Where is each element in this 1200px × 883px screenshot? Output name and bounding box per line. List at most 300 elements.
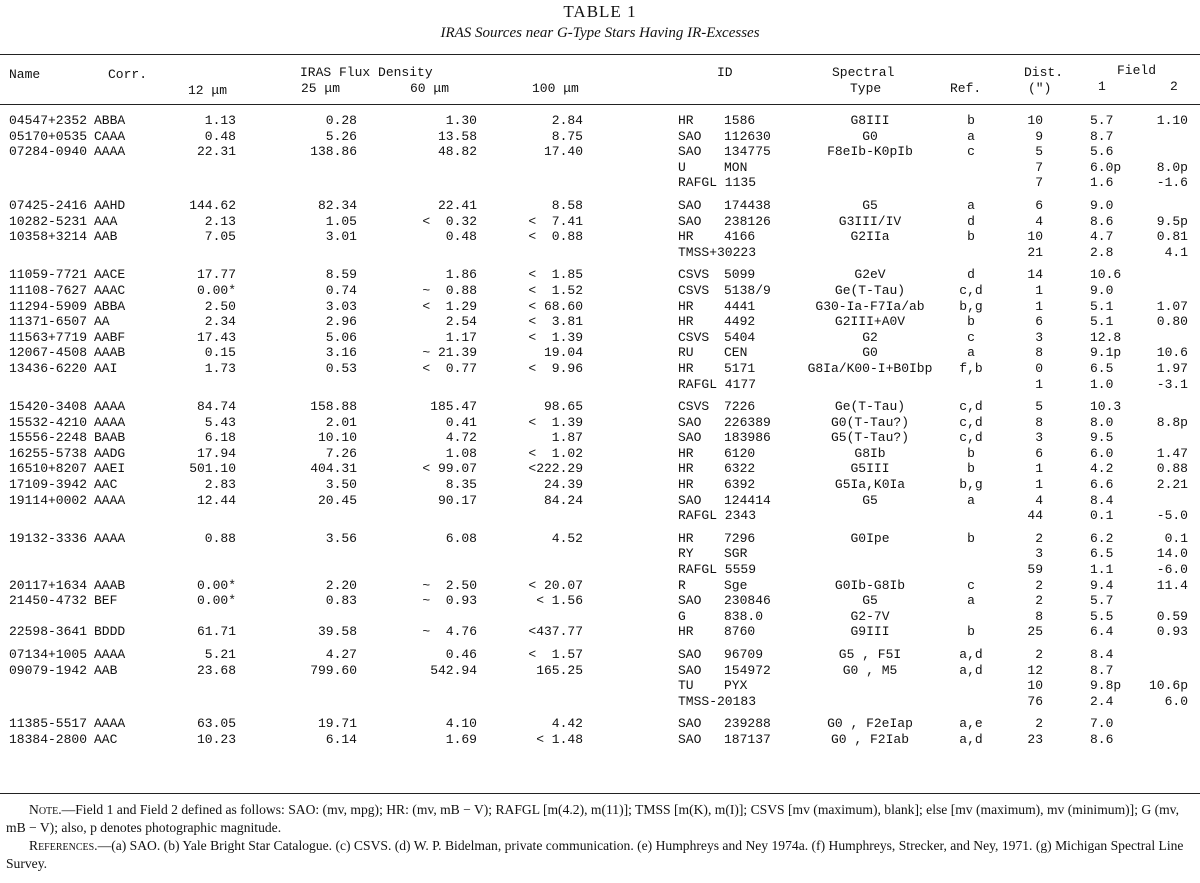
table-row — [0, 647, 1200, 663]
cell-cat: RU — [678, 345, 694, 361]
cell-f12: 2.34 — [204, 314, 236, 330]
cell-fld1: 9.8p — [1090, 678, 1122, 694]
cell-fld2: 0.81 — [1156, 229, 1188, 245]
cell-f12: 2.83 — [204, 477, 236, 493]
table-row — [0, 330, 1200, 346]
cell-f25: 5.06 — [325, 329, 357, 345]
table-body — [0, 113, 1200, 748]
cell-f60: < 1.29 — [422, 298, 477, 314]
cell-sp: G0 — [862, 128, 878, 144]
cell-cat: RAFGL 5559 — [678, 562, 757, 578]
cell-name: 11563+7719 — [9, 329, 88, 345]
header-dist-unit: (") — [1028, 81, 1052, 96]
table-row — [0, 508, 1200, 524]
cell-dist: 4 — [1035, 492, 1043, 508]
cell-f25: 7.26 — [325, 445, 357, 461]
table-row — [0, 160, 1200, 176]
cell-f12: 7.05 — [204, 229, 236, 245]
cell-name: 19132-3336 — [9, 530, 88, 546]
table-row — [0, 531, 1200, 547]
cell-sp: G8III — [850, 113, 890, 128]
cell-sp: G2eV — [854, 267, 886, 283]
cell-name: 07425-2416 — [9, 197, 88, 213]
cell-name: 13436-6220 — [9, 360, 88, 376]
cell-fld1: 1.6 — [1090, 175, 1114, 191]
cell-corr: AAB — [94, 229, 118, 245]
cell-ref: a,d — [959, 647, 983, 662]
cell-f100: 2.84 — [551, 113, 583, 128]
cell-cat: CSVS — [678, 282, 710, 298]
cell-cat: HR — [678, 461, 694, 477]
cell-f100: <222.29 — [528, 461, 583, 477]
cell-f60: < 0.32 — [422, 213, 477, 229]
cell-ref: a — [967, 492, 975, 508]
cell-f12: 6.18 — [204, 430, 236, 446]
cell-dist: 76 — [1027, 693, 1043, 709]
cell-ref: a,e — [959, 716, 983, 732]
header-dist: Dist. — [1024, 65, 1064, 80]
table-row — [0, 678, 1200, 694]
cell-num: 838.0 — [724, 608, 764, 624]
cell-ref: a — [967, 593, 975, 609]
table-row — [0, 129, 1200, 145]
cell-ref: c — [967, 329, 975, 345]
cell-fld2: 0.93 — [1156, 624, 1188, 640]
header-id: ID — [717, 65, 733, 80]
cell-f100: < 1.56 — [536, 593, 583, 609]
cell-num: 112630 — [724, 128, 771, 144]
cell-sp: G0 — [862, 345, 878, 361]
cell-f60: 13.58 — [437, 128, 477, 144]
cell-ref: c,d — [959, 414, 983, 430]
cell-fld1: 10.6 — [1090, 267, 1122, 283]
cell-dist: 9 — [1035, 128, 1043, 144]
cell-cat: CSVS — [678, 399, 710, 415]
cell-cat: RAFGL 4177 — [678, 376, 757, 392]
table-row — [0, 399, 1200, 415]
cell-f25: 10.10 — [317, 430, 357, 446]
header-25um: 25 μm — [301, 81, 341, 96]
table-row — [0, 694, 1200, 710]
cell-ref: a,d — [959, 731, 983, 747]
cell-fld1: 5.7 — [1090, 593, 1114, 609]
cell-sp: G0Ipe — [850, 530, 890, 546]
cell-corr: AACE — [94, 267, 126, 283]
cell-fld1: 5.7 — [1090, 113, 1114, 128]
table-row — [0, 214, 1200, 230]
cell-f60: 2.54 — [445, 314, 477, 330]
cell-f100: 1.87 — [551, 430, 583, 446]
cell-corr: AAAB — [94, 577, 126, 593]
cell-ref: b — [967, 461, 975, 477]
cell-f100: 17.40 — [543, 144, 583, 160]
cell-f25: 0.28 — [325, 113, 357, 128]
cell-f25: 158.88 — [310, 399, 357, 415]
cell-sp: G3III/IV — [838, 213, 902, 229]
cell-fld1: 5.6 — [1090, 144, 1114, 160]
table-row — [0, 229, 1200, 245]
cell-fld2: 8.8p — [1156, 414, 1188, 430]
cell-f25: 0.53 — [325, 360, 357, 376]
cell-f100: < 3.81 — [528, 314, 583, 330]
cell-dist: 1 — [1035, 282, 1043, 298]
cell-f25: 39.58 — [317, 624, 357, 640]
cell-name: 16255-5738 — [9, 445, 88, 461]
table-row — [0, 377, 1200, 393]
cell-cat: CSVS — [678, 329, 710, 345]
cell-f100: < 1.48 — [536, 731, 583, 747]
cell-f25: 6.14 — [325, 731, 357, 747]
cell-dist: 44 — [1027, 508, 1043, 524]
cell-num: 6322 — [724, 461, 756, 477]
cell-num: SGR — [724, 546, 748, 562]
cell-corr: AAC — [94, 731, 118, 747]
table-title: IRAS Sources near G-Type Stars Having IR-Excesses — [440, 25, 760, 41]
cell-num: PYX — [724, 678, 748, 694]
note-text: Field 1 and Field 2 defined as follows: SAO: (mv, mpg); HR: (mv, mB − V); RAFGL [m(4.2), m(11)]; TMSS [m(K), m(I)]; CSVS [mv (maximum), blank]; else [mv (maximum), mv (minimum)]; G (mv, mB − V); also, p denotes photographic magnitude. — [6, 802, 1179, 835]
cell-f12: 17.43 — [196, 329, 236, 345]
cell-fld1: 6.0 — [1090, 445, 1114, 461]
cell-dist: 21 — [1027, 244, 1043, 260]
cell-name: 22598-3641 — [9, 624, 88, 640]
cell-dist: 14 — [1027, 267, 1043, 283]
cell-dist: 6 — [1035, 445, 1043, 461]
cell-cat: HR — [678, 360, 694, 376]
cell-fld2: 0.59 — [1156, 608, 1188, 624]
cell-name: 19114+0002 — [9, 492, 88, 508]
cell-fld2: 0.1 — [1164, 530, 1188, 546]
cell-corr: BEF — [94, 593, 118, 609]
cell-f100: 84.24 — [543, 492, 583, 508]
cell-ref: c — [967, 577, 975, 593]
cell-num: Sge — [724, 577, 748, 593]
cell-f12: 5.21 — [204, 647, 236, 662]
cell-dist: 3 — [1035, 546, 1043, 562]
header-field-1: 1 — [1098, 79, 1106, 94]
cell-name: 10358+3214 — [9, 229, 88, 245]
cell-f60: ~ 2.50 — [422, 577, 477, 593]
cell-corr: AAB — [94, 662, 118, 678]
cell-dist: 1 — [1035, 461, 1043, 477]
table-row — [0, 113, 1200, 129]
cell-fld1: 6.6 — [1090, 477, 1114, 493]
cell-dist: 23 — [1027, 731, 1043, 747]
cell-num: 8760 — [724, 624, 756, 640]
cell-num: 124414 — [724, 492, 771, 508]
cell-num: 226389 — [724, 414, 771, 430]
cell-ref: b — [967, 314, 975, 330]
header-rule — [0, 104, 1200, 105]
cell-f60: 185.47 — [430, 399, 477, 415]
references-label: References.— — [29, 838, 112, 853]
cell-f60: 0.48 — [445, 229, 477, 245]
cell-fld1: 9.0 — [1090, 197, 1114, 213]
cell-corr: AAAA — [94, 144, 126, 160]
cell-fld2: 10.6p — [1148, 678, 1188, 694]
cell-corr: AABF — [94, 329, 126, 345]
cell-fld1: 4.2 — [1090, 461, 1114, 477]
cell-f100: < 1.39 — [528, 329, 583, 345]
cell-f60: < 0.77 — [422, 360, 477, 376]
cell-cat: TMSS+30223 — [678, 244, 757, 260]
cell-dist: 4 — [1035, 213, 1043, 229]
cell-dist: 8 — [1035, 414, 1043, 430]
cell-corr: AAAA — [94, 414, 126, 430]
cell-f12: 22.31 — [196, 144, 236, 160]
cell-name: 05170+0535 — [9, 128, 88, 144]
cell-sp: G5 — [862, 197, 878, 213]
cell-f60: 1.08 — [445, 445, 477, 461]
cell-sp: G0 , F2eIap — [827, 716, 913, 732]
cell-f25: 3.56 — [325, 530, 357, 546]
cell-num: 174438 — [724, 197, 771, 213]
top-rule — [0, 54, 1200, 55]
cell-corr: AAAA — [94, 647, 126, 662]
cell-num: 96709 — [724, 647, 764, 662]
cell-fld2: -5.0 — [1156, 508, 1188, 524]
cell-cat: RAFGL 2343 — [678, 508, 757, 524]
cell-num: 154972 — [724, 662, 771, 678]
cell-fld2: -6.0 — [1156, 562, 1188, 578]
cell-num: 7226 — [724, 399, 756, 415]
cell-fld2: 0.88 — [1156, 461, 1188, 477]
cell-f12: 144.62 — [189, 197, 236, 213]
cell-dist: 3 — [1035, 430, 1043, 446]
cell-dist: 2 — [1035, 716, 1043, 732]
cell-cat: SAO — [678, 662, 702, 678]
cell-fld2: 6.0 — [1164, 693, 1188, 709]
cell-ref: b,g — [959, 477, 983, 493]
cell-num: 238126 — [724, 213, 771, 229]
cell-cat: R — [678, 577, 686, 593]
cell-corr: AAHD — [94, 197, 126, 213]
cell-cat: SAO — [678, 213, 702, 229]
cell-name: 11385-5517 — [9, 716, 88, 732]
cell-dist: 1 — [1035, 477, 1043, 493]
cell-fld1: 5.1 — [1090, 298, 1114, 314]
cell-cat: G — [678, 608, 686, 624]
cell-f25: 138.86 — [310, 144, 357, 160]
cell-num: 183986 — [724, 430, 771, 446]
header-corr: Corr. — [108, 67, 148, 82]
cell-name: 11059-7721 — [9, 267, 88, 283]
cell-corr: AADG — [94, 445, 126, 461]
cell-f12: 17.94 — [196, 445, 236, 461]
cell-sp: G2 — [862, 329, 878, 345]
cell-dist: 2 — [1035, 647, 1043, 662]
cell-num: 6392 — [724, 477, 756, 493]
cell-f12: 61.71 — [196, 624, 236, 640]
cell-cat: SAO — [678, 414, 702, 430]
cell-num: CEN — [724, 345, 748, 361]
cell-f25: 3.03 — [325, 298, 357, 314]
cell-f25: 3.50 — [325, 477, 357, 493]
cell-cat: RAFGL 1135 — [678, 175, 757, 191]
cell-sp: G30-Ia-F7Ia/ab — [815, 298, 925, 314]
table-row — [0, 430, 1200, 446]
cell-corr: BDDD — [94, 624, 126, 640]
cell-cat: HR — [678, 298, 694, 314]
cell-ref: c,d — [959, 399, 983, 415]
cell-name: 07284-0940 — [9, 144, 88, 160]
cell-num: 5404 — [724, 329, 756, 345]
table-row — [0, 299, 1200, 315]
cell-cat: SAO — [678, 128, 702, 144]
cell-fld1: 6.0p — [1090, 159, 1122, 175]
table-row — [0, 267, 1200, 283]
cell-corr: AAAC — [94, 282, 126, 298]
cell-corr: CAAA — [94, 128, 126, 144]
cell-name: 17109-3942 — [9, 477, 88, 493]
cell-ref: b — [967, 113, 975, 128]
cell-fld1: 12.8 — [1090, 329, 1122, 345]
cell-f60: < 99.07 — [422, 461, 477, 477]
cell-corr: AAI — [94, 360, 118, 376]
cell-fld1: 8.0 — [1090, 414, 1114, 430]
cell-f25: 19.71 — [317, 716, 357, 732]
cell-f25: 799.60 — [310, 662, 357, 678]
table-row — [0, 578, 1200, 594]
cell-fld2: 1.07 — [1156, 298, 1188, 314]
cell-dist: 2 — [1035, 593, 1043, 609]
header-field-2: 2 — [1170, 79, 1178, 94]
cell-sp: G0Ib-G8Ib — [834, 577, 906, 593]
cell-f100: < 20.07 — [528, 577, 583, 593]
header-ref: Ref. — [950, 81, 982, 96]
cell-dist: 2 — [1035, 530, 1043, 546]
table-row — [0, 624, 1200, 640]
table-row — [0, 245, 1200, 261]
cell-fld1: 6.2 — [1090, 530, 1114, 546]
note-label: Note.— — [29, 802, 76, 817]
cell-fld1: 5.1 — [1090, 314, 1114, 330]
cell-f100: < 1.85 — [528, 267, 583, 283]
cell-ref: a — [967, 128, 975, 144]
cell-f60: ~ 21.39 — [422, 345, 477, 361]
cell-f60: ~ 0.93 — [422, 593, 477, 609]
cell-f60: 1.69 — [445, 731, 477, 747]
cell-dist: 3 — [1035, 329, 1043, 345]
cell-name: 21450-4732 — [9, 593, 88, 609]
cell-fld2: -3.1 — [1156, 376, 1188, 392]
cell-ref: b — [967, 445, 975, 461]
cell-f12: 0.48 — [204, 128, 236, 144]
cell-corr: AAAA — [94, 492, 126, 508]
cell-corr: ABBA — [94, 113, 126, 128]
cell-fld1: 2.4 — [1090, 693, 1114, 709]
references-text: (a) SAO. (b) Yale Bright Star Catalogue. (c) CSVS. (d) W. P. Bidelman, private communication. (e) Humphreys and Ney 1974a. (f) Humphreys, Strecker, and Ney, 1971. (g) Michigan Spectral Line Survey. — [6, 838, 1184, 871]
cell-fld2: 1.97 — [1156, 360, 1188, 376]
cell-cat: SAO — [678, 716, 702, 732]
cell-dist: 7 — [1035, 175, 1043, 191]
cell-cat: CSVS — [678, 267, 710, 283]
cell-f60: 1.17 — [445, 329, 477, 345]
cell-sp: G0(T-Tau?) — [830, 414, 909, 430]
cell-fld1: 8.6 — [1090, 213, 1114, 229]
cell-f100: 4.52 — [551, 530, 583, 546]
table-row — [0, 198, 1200, 214]
cell-sp: G2IIa — [850, 229, 890, 245]
cell-fld1: 6.5 — [1090, 546, 1114, 562]
table-row — [0, 562, 1200, 578]
cell-fld1: 7.0 — [1090, 716, 1114, 732]
cell-f25: 20.45 — [317, 492, 357, 508]
cell-fld1: 10.3 — [1090, 399, 1122, 415]
cell-num: 187137 — [724, 731, 771, 747]
cell-dist: 59 — [1027, 562, 1043, 578]
cell-corr: AA — [94, 314, 110, 330]
cell-name: 11371-6507 — [9, 314, 88, 330]
cell-f60: 4.72 — [445, 430, 477, 446]
cell-fld1: 8.4 — [1090, 492, 1114, 508]
table-number: TABLE 1 — [563, 2, 637, 21]
cell-num: 5138/9 — [724, 282, 771, 298]
table-row — [0, 609, 1200, 625]
cell-sp: G2-7V — [850, 608, 890, 624]
cell-fld1: 5.5 — [1090, 608, 1114, 624]
cell-cat: SAO — [678, 647, 702, 662]
cell-f60: 22.41 — [437, 197, 477, 213]
cell-ref: a,d — [959, 662, 983, 678]
cell-fld2: 10.6 — [1156, 345, 1188, 361]
cell-fld2: -1.6 — [1156, 175, 1188, 191]
cell-f100: 98.65 — [543, 399, 583, 415]
cell-fld1: 6.5 — [1090, 360, 1114, 376]
cell-sp: G0 , M5 — [842, 662, 898, 678]
cell-f60: 48.82 — [437, 144, 477, 160]
cell-cat: HR — [678, 624, 694, 640]
cell-f25: 2.96 — [325, 314, 357, 330]
cell-corr: AAA — [94, 213, 118, 229]
cell-f25: 1.05 — [325, 213, 357, 229]
cell-corr: AAC — [94, 477, 118, 493]
cell-f25: 3.16 — [325, 345, 357, 361]
cell-dist: 10 — [1027, 678, 1043, 694]
header-12um: 12 μm — [188, 83, 228, 98]
cell-fld1: 1.1 — [1090, 562, 1114, 578]
cell-fld2: 2.21 — [1156, 477, 1188, 493]
cell-ref: b — [967, 229, 975, 245]
cell-f60: 1.30 — [445, 113, 477, 128]
cell-f100: 24.39 — [543, 477, 583, 493]
table-header — [0, 63, 1200, 105]
cell-dist: 5 — [1035, 399, 1043, 415]
cell-f100: 165.25 — [536, 662, 583, 678]
table-row — [0, 546, 1200, 562]
cell-sp: G5(T-Tau?) — [830, 430, 909, 446]
bottom-rule — [0, 793, 1200, 794]
cell-fld1: 8.7 — [1090, 128, 1114, 144]
cell-f100: < 7.41 — [528, 213, 583, 229]
cell-num: 134775 — [724, 144, 771, 160]
cell-f12: 63.05 — [196, 716, 236, 732]
cell-cat: RY — [678, 546, 694, 562]
header-flux-group: IRAS Flux Density — [300, 65, 433, 80]
cell-dist: 12 — [1027, 662, 1043, 678]
cell-dist: 25 — [1027, 624, 1043, 640]
table-row — [0, 361, 1200, 377]
cell-sp: G0 , F2Iab — [830, 731, 909, 747]
cell-name: 12067-4508 — [9, 345, 88, 361]
cell-dist: 8 — [1035, 608, 1043, 624]
cell-cat: HR — [678, 477, 694, 493]
cell-num: 5171 — [724, 360, 756, 376]
cell-dist: 6 — [1035, 314, 1043, 330]
cell-name: 09079-1942 — [9, 662, 88, 678]
cell-num: 4492 — [724, 314, 756, 330]
cell-sp: G5Ia,K0Ia — [834, 477, 906, 493]
cell-ref: c,d — [959, 430, 983, 446]
